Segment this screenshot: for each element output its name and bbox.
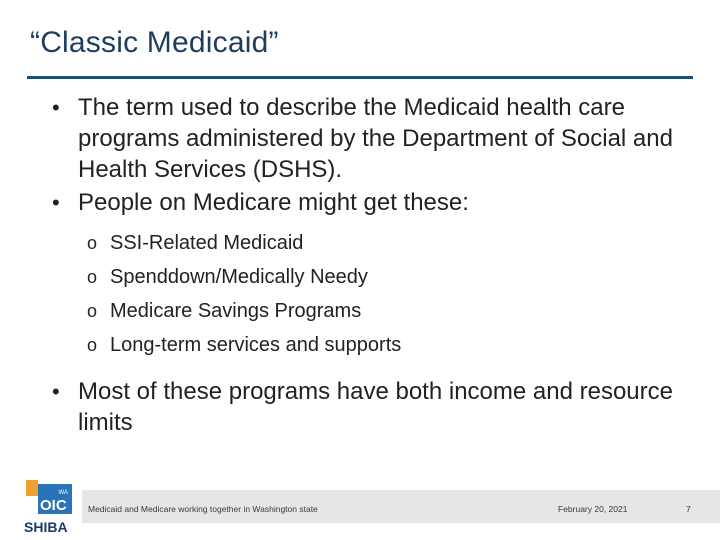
sub-bullet-list bbox=[0, 226, 720, 362]
oic-shiba-logo bbox=[22, 476, 76, 538]
footer-date: February 20, 2021 bbox=[558, 504, 628, 514]
sub-bullet-item bbox=[0, 260, 720, 294]
bullet-marker: • bbox=[52, 95, 60, 120]
sub-bullet-marker: o bbox=[87, 233, 98, 253]
bullet-text: The term used to describe the Medicaid health care programs administered by the Department of Social and Health Services (DSHS). bbox=[78, 94, 673, 183]
sub-bullet-item bbox=[0, 328, 720, 362]
logo-bottom-text: SHIBA bbox=[24, 519, 68, 535]
logo-top-text: WA bbox=[58, 490, 68, 496]
bullet-item bbox=[0, 187, 720, 218]
sub-bullet-item bbox=[0, 294, 720, 328]
logo-orange-block bbox=[26, 480, 38, 496]
bullet-marker: • bbox=[52, 379, 60, 404]
sub-bullet-marker: o bbox=[87, 335, 98, 355]
bullet-item bbox=[0, 376, 720, 438]
bullet-text: Most of these programs have both income and resource limits bbox=[78, 378, 673, 436]
bullet-marker: • bbox=[52, 190, 60, 215]
bullet-text: People on Medicare might get these: bbox=[78, 189, 469, 216]
sub-bullet-text: Long-term services and supports bbox=[110, 334, 402, 356]
sub-bullet-marker: o bbox=[87, 301, 98, 321]
footer-caption: Medicaid and Medicare working together in Washington state bbox=[88, 504, 318, 514]
sub-bullet-text: Spenddown/Medically Needy bbox=[110, 266, 368, 288]
sub-bullet-marker: o bbox=[87, 267, 98, 287]
sub-bullet-text: Medicare Savings Programs bbox=[110, 300, 362, 322]
logo-mid-text: OIC bbox=[40, 497, 67, 514]
sub-bullet-text: SSI-Related Medicaid bbox=[110, 232, 304, 254]
sub-bullet-item bbox=[0, 226, 720, 260]
slide-title: “Classic Medicaid” bbox=[30, 26, 279, 59]
bullet-list bbox=[0, 92, 720, 438]
page-number: 7 bbox=[686, 504, 691, 514]
bullet-item bbox=[0, 92, 720, 185]
title-underline bbox=[27, 76, 693, 79]
